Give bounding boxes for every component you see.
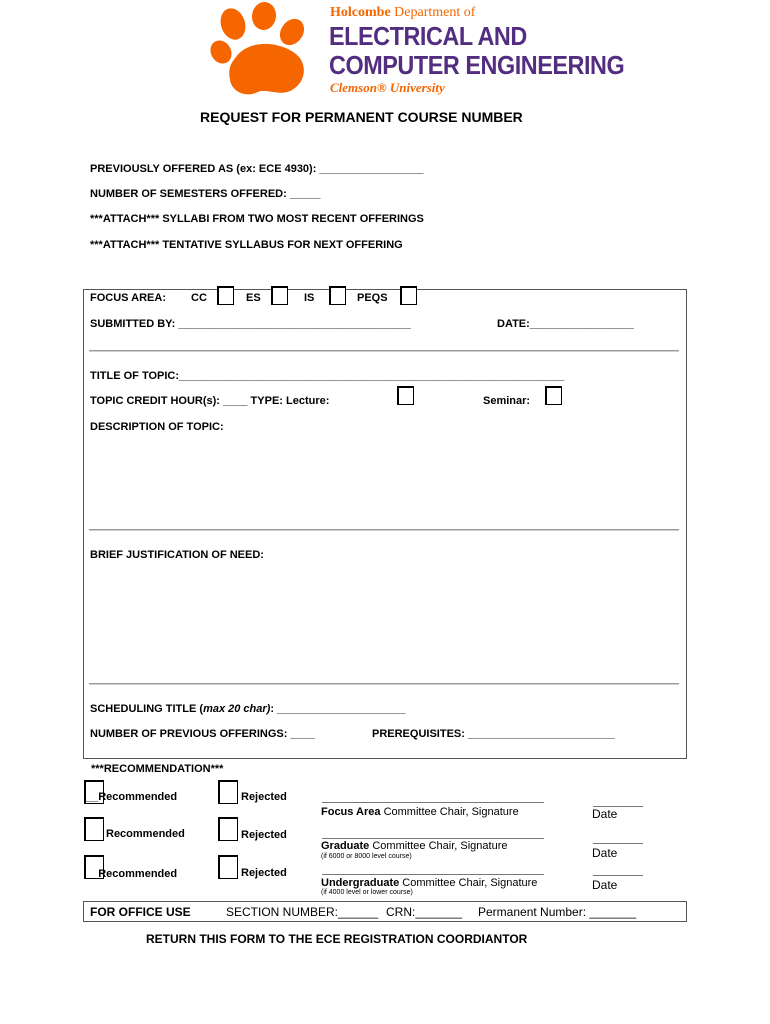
attach-tentative-note: ***ATTACH*** TENTATIVE SYLLABUS FOR NEXT OFFERING <box>90 239 403 251</box>
recommended-checkbox-graduate[interactable] <box>84 817 104 841</box>
undergraduate-signature-line[interactable] <box>322 874 544 875</box>
lecture-checkbox[interactable] <box>397 386 414 405</box>
focus-signature-label: Focus Area Committee Chair, Signature <box>321 806 519 818</box>
justification-area[interactable] <box>89 566 679 678</box>
submitted-by-field[interactable]: SUBMITTED BY: ______________________________________ <box>90 318 411 330</box>
focus-peqs-checkbox[interactable] <box>400 286 417 305</box>
focus-date-label: Date <box>592 807 618 821</box>
department-title-line2: COMPUTER ENGINEERING <box>329 50 625 80</box>
description-of-topic-label: DESCRIPTION OF TOPIC: <box>90 421 224 433</box>
graduate-level-note: (if 6000 or 8000 level course) <box>321 853 412 860</box>
semesters-offered-field[interactable]: NUMBER OF SEMESTERS OFFERED: _____ <box>90 188 321 200</box>
rejected-label: Rejected <box>241 867 287 879</box>
justification-label: BRIEF JUSTIFICATION OF NEED: <box>90 549 264 561</box>
focus-cc-checkbox[interactable] <box>217 286 234 305</box>
description-of-topic-area[interactable] <box>89 438 679 526</box>
rejected-label: Rejected <box>241 829 287 841</box>
scheduling-title-field[interactable]: SCHEDULING TITLE (max 20 char): _____________________ <box>90 703 406 715</box>
topic-credit-hours-field[interactable]: TOPIC CREDIT HOUR(s): ____ TYPE: Lecture: <box>90 395 330 407</box>
permanent-number-field[interactable]: Permanent Number: _______ <box>478 905 637 919</box>
university-name: Clemson® University <box>330 80 445 95</box>
focus-is-checkbox[interactable] <box>329 286 346 305</box>
graduate-date-label: Date <box>592 846 618 860</box>
section-divider <box>89 529 679 531</box>
undergraduate-date-line[interactable] <box>593 875 643 876</box>
attach-syllabi-note: ***ATTACH*** SYLLABI FROM TWO MOST RECENT OFFERINGS <box>90 213 424 225</box>
focus-es-label: ES <box>246 292 261 304</box>
rejected-checkbox-undergraduate[interactable] <box>218 855 238 879</box>
date-field[interactable]: DATE:_________________ <box>497 318 634 330</box>
return-form-instruction: RETURN THIS FORM TO THE ECE REGISTRATION COORDIANTOR <box>146 932 528 946</box>
rejected-label: Rejected <box>241 791 287 803</box>
graduate-signature-label: Graduate Committee Chair, Signature <box>321 840 508 852</box>
clemson-paw-logo <box>208 2 314 98</box>
recommended-label: __Recommended <box>86 791 178 803</box>
seminar-label: Seminar: <box>483 395 531 407</box>
recommendation-heading: ***RECOMMENDATION*** <box>91 763 224 775</box>
form-title: REQUEST FOR PERMANENT COURSE NUMBER <box>200 109 523 125</box>
graduate-signature-line[interactable] <box>322 838 544 839</box>
previously-offered-field[interactable]: PREVIOUSLY OFFERED AS (ex: ECE 4930): _________________ <box>90 163 424 175</box>
section-number-field[interactable]: SECTION NUMBER:______ <box>226 905 379 919</box>
previous-offerings-field[interactable]: NUMBER OF PREVIOUS OFFERINGS: ____ <box>90 728 315 740</box>
title-of-topic-field[interactable]: TITLE OF TOPIC:_______________________________________________________________ <box>90 370 565 382</box>
recommended-label: Recommended <box>106 828 185 840</box>
prerequisites-field[interactable]: PREREQUISITES: ________________________ <box>372 728 615 740</box>
section-divider <box>89 683 679 685</box>
crn-field[interactable]: CRN:_______ <box>386 905 463 919</box>
undergraduate-date-label: Date <box>592 878 618 892</box>
department-title-line1: ELECTRICAL AND <box>329 21 527 51</box>
office-use-label: FOR OFFICE USE <box>90 905 191 919</box>
section-divider <box>89 350 679 352</box>
focus-cc-label: CC <box>191 292 207 304</box>
undergraduate-level-note: (if 4000 level or lower course) <box>321 889 413 896</box>
focus-area-label: FOCUS AREA: <box>90 292 166 304</box>
graduate-date-line[interactable] <box>593 843 643 844</box>
rejected-checkbox-graduate[interactable] <box>218 817 238 841</box>
seminar-checkbox[interactable] <box>545 386 562 405</box>
rejected-checkbox-focus[interactable] <box>218 780 238 804</box>
focus-es-checkbox[interactable] <box>271 286 288 305</box>
recommended-label: __Recommended <box>86 868 178 880</box>
focus-peqs-label: PEQS <box>357 292 388 304</box>
undergraduate-signature-label: Undergraduate Committee Chair, Signature <box>321 877 538 889</box>
department-line: Holcombe Department of <box>330 5 476 20</box>
focus-signature-line[interactable] <box>322 802 544 803</box>
focus-is-label: IS <box>304 292 315 304</box>
